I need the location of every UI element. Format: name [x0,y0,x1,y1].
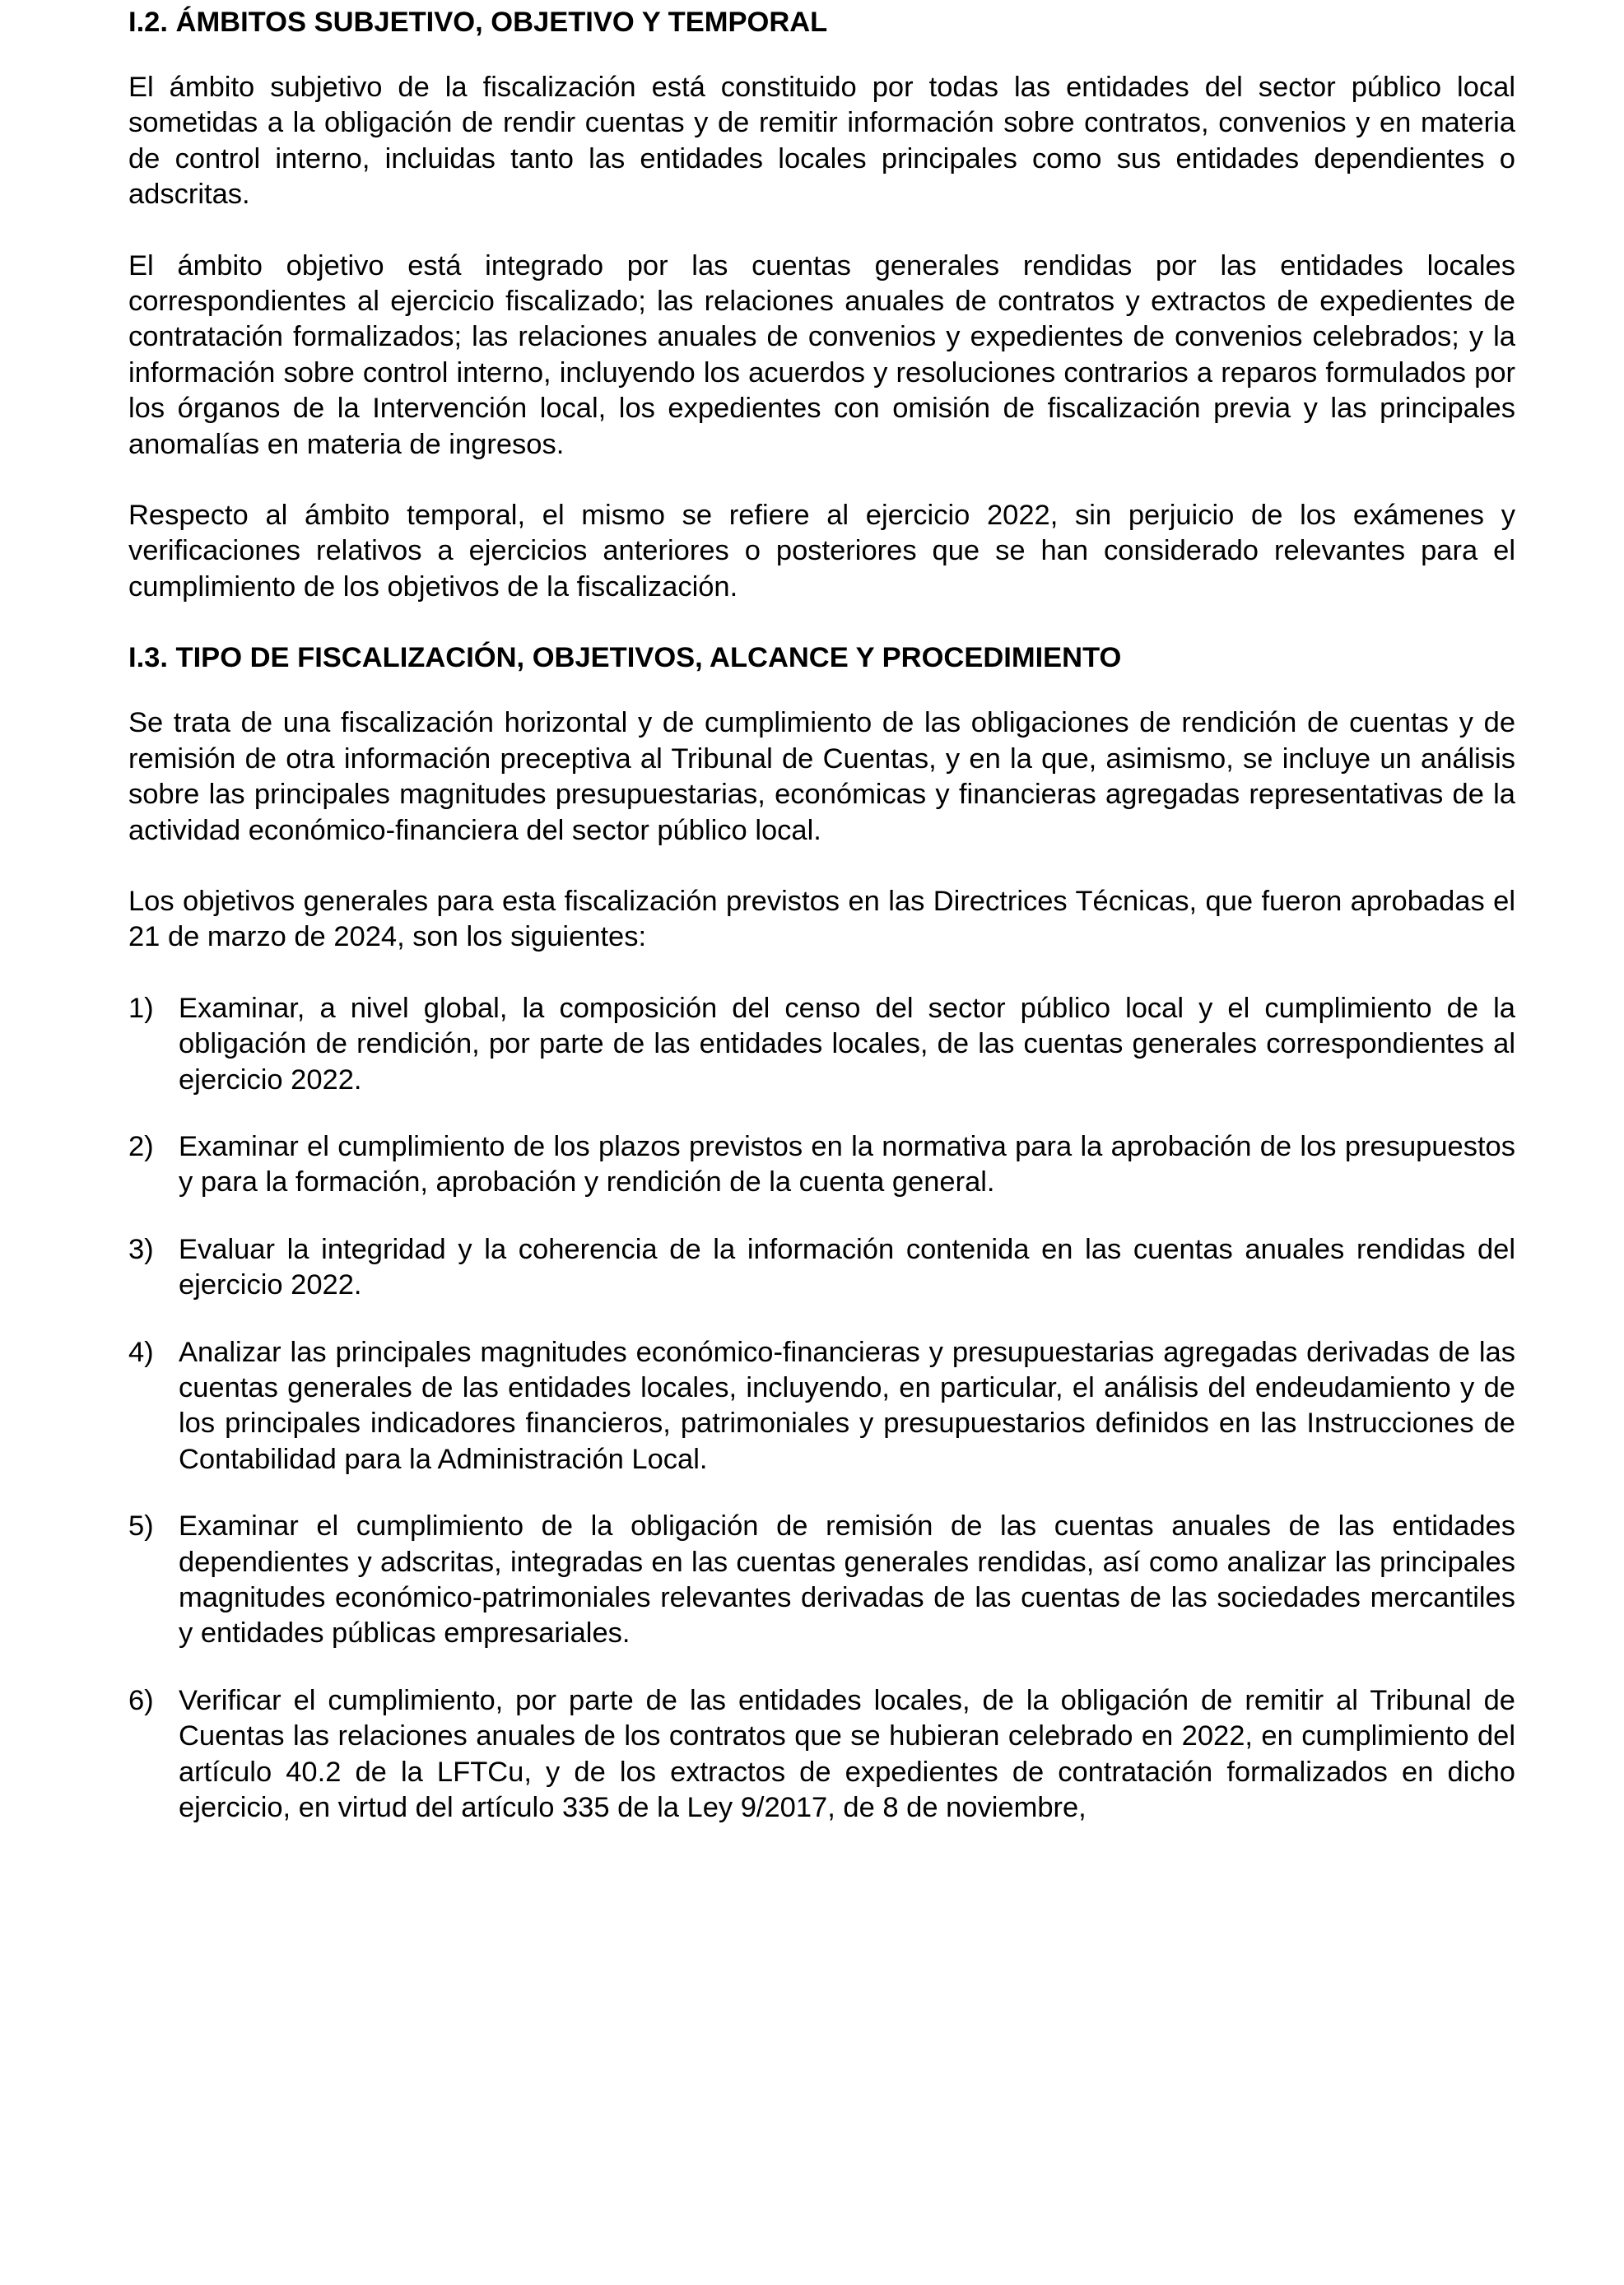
list-item-number: 2) [128,1130,154,1162]
paragraph-tipo-fiscalizacion: Se trata de una fiscalización horizontal y de cumplimiento de las obligaciones de rendición de cuentas y de remisión de otra información preceptiva al Tribunal de Cuentas, y en la que, asimismo, se incluye un análisis sobre las principales magnitudes presupuestarias, económicas y financieras agregadas representativas de la actividad económico-financiera del sector público local. [128,707,1515,846]
list-item-text: Examinar el cumplimiento de la obligación de remisión de las cuentas anuales de las entidades dependientes y adscritas, integradas en las cuentas generales rendidas, así como analizar las principales magnitudes económico-patrimoniales relevantes derivadas de las cuentas de las sociedades mercantiles y entidades públicas empresariales. [179,1510,1515,1650]
list-item-text: Evaluar la integridad y la coherencia de la información contenida en las cuentas anuales rendidas del ejercicio 2022. [179,1233,1515,1301]
list-item-number: 3) [128,1233,154,1265]
list-item-number: 1) [128,992,154,1024]
objectives-list [128,991,1515,1827]
paragraph-ambito-objetivo: El ámbito objetivo está integrado por las cuentas generales rendidas por las entidades locales correspondientes al ejercicio fiscalizado; las relaciones anuales de contratos y extractos de expedientes de contratación formalizados; las relaciones anuales de convenios y expedientes de convenios celebrados; y la información sobre control interno, incluyendo los acuerdos y resoluciones contrarios a reparos formulados por los órganos de la Intervención local, los expedientes con omisión de fiscalización previa y las principales anomalías en materia de ingresos. [128,249,1515,460]
paragraph-ambito-temporal: Respecto al ámbito temporal, el mismo se refiere al ejercicio 2022, sin perjuicio de los exámenes y verificaciones relativos a ejercicios anteriores o posteriores que se han considerado relevantes para el cumplimiento de los objetivos de la fiscalización. [128,500,1515,603]
list-item-text: Examinar el cumplimiento de los plazos previstos en la normativa para la aprobación de los presupuestos y para la formación, aprobación y rendición de la cuenta general. [179,1130,1515,1198]
list-item [128,1129,1515,1201]
list-item-text: Examinar, a nivel global, la composición del censo del sector público local y el cumplimiento de la obligación de rendición, por parte de las entidades locales, de las cuentas generales correspondientes al ejercicio 2022. [179,992,1515,1096]
list-item [128,1509,1515,1652]
list-item-number: 6) [128,1684,154,1716]
paragraph-ambito-subjetivo: El ámbito subjetivo de la fiscalización está constituido por todas las entidades del sector público local sometidas a la obligación de rendir cuentas y de remitir información sobre contratos, convenios y en materia de control interno, incluidas tanto las entidades locales principales como sus entidades dependientes o adscritas. [128,72,1515,211]
paragraph-objetivos-intro: Los objetivos generales para esta fiscalización previstos en las Directrices Técnicas, que fueron aprobadas el 21 de marzo de 2024, son los siguientes: [128,885,1515,953]
list-item [128,1335,1515,1478]
list-item [128,991,1515,1098]
list-item-text: Verificar el cumplimiento, por parte de las entidades locales, de la obligación de remitir al Tribunal de Cuentas las relaciones anuales de los contratos que se hubieran celebrado en 2022, en cumplimiento del artículo 40.2 de la LFTCu, y de los extractos de expedientes de contratación formalizados en dicho ejercicio, en virtud del artículo 335 de la Ley 9/2017, de 8 de noviembre, [179,1684,1515,1824]
list-item-number: 4) [128,1336,154,1368]
list-item [128,1683,1515,1827]
document-page [128,5,1515,1826]
list-item-text: Analizar las principales magnitudes económico-financieras y presupuestarias agregadas derivadas de las cuentas generales de las entidades locales, incluyendo, en particular, el análisis del endeudamiento y de los principales indicadores financieros, patrimoniales y presupuestarios definidos en las Instrucciones de Contabilidad para la Administración Local. [179,1336,1515,1475]
section-heading-i3: I.3. TIPO DE FISCALIZACIÓN, OBJETIVOS, ALCANCE Y PROCEDIMIENTO [128,642,1122,674]
list-item-number: 5) [128,1510,154,1543]
section-heading-i2: I.2. ÁMBITOS SUBJETIVO, OBJETIVO Y TEMPORAL [128,7,828,38]
list-item [128,1232,1515,1304]
